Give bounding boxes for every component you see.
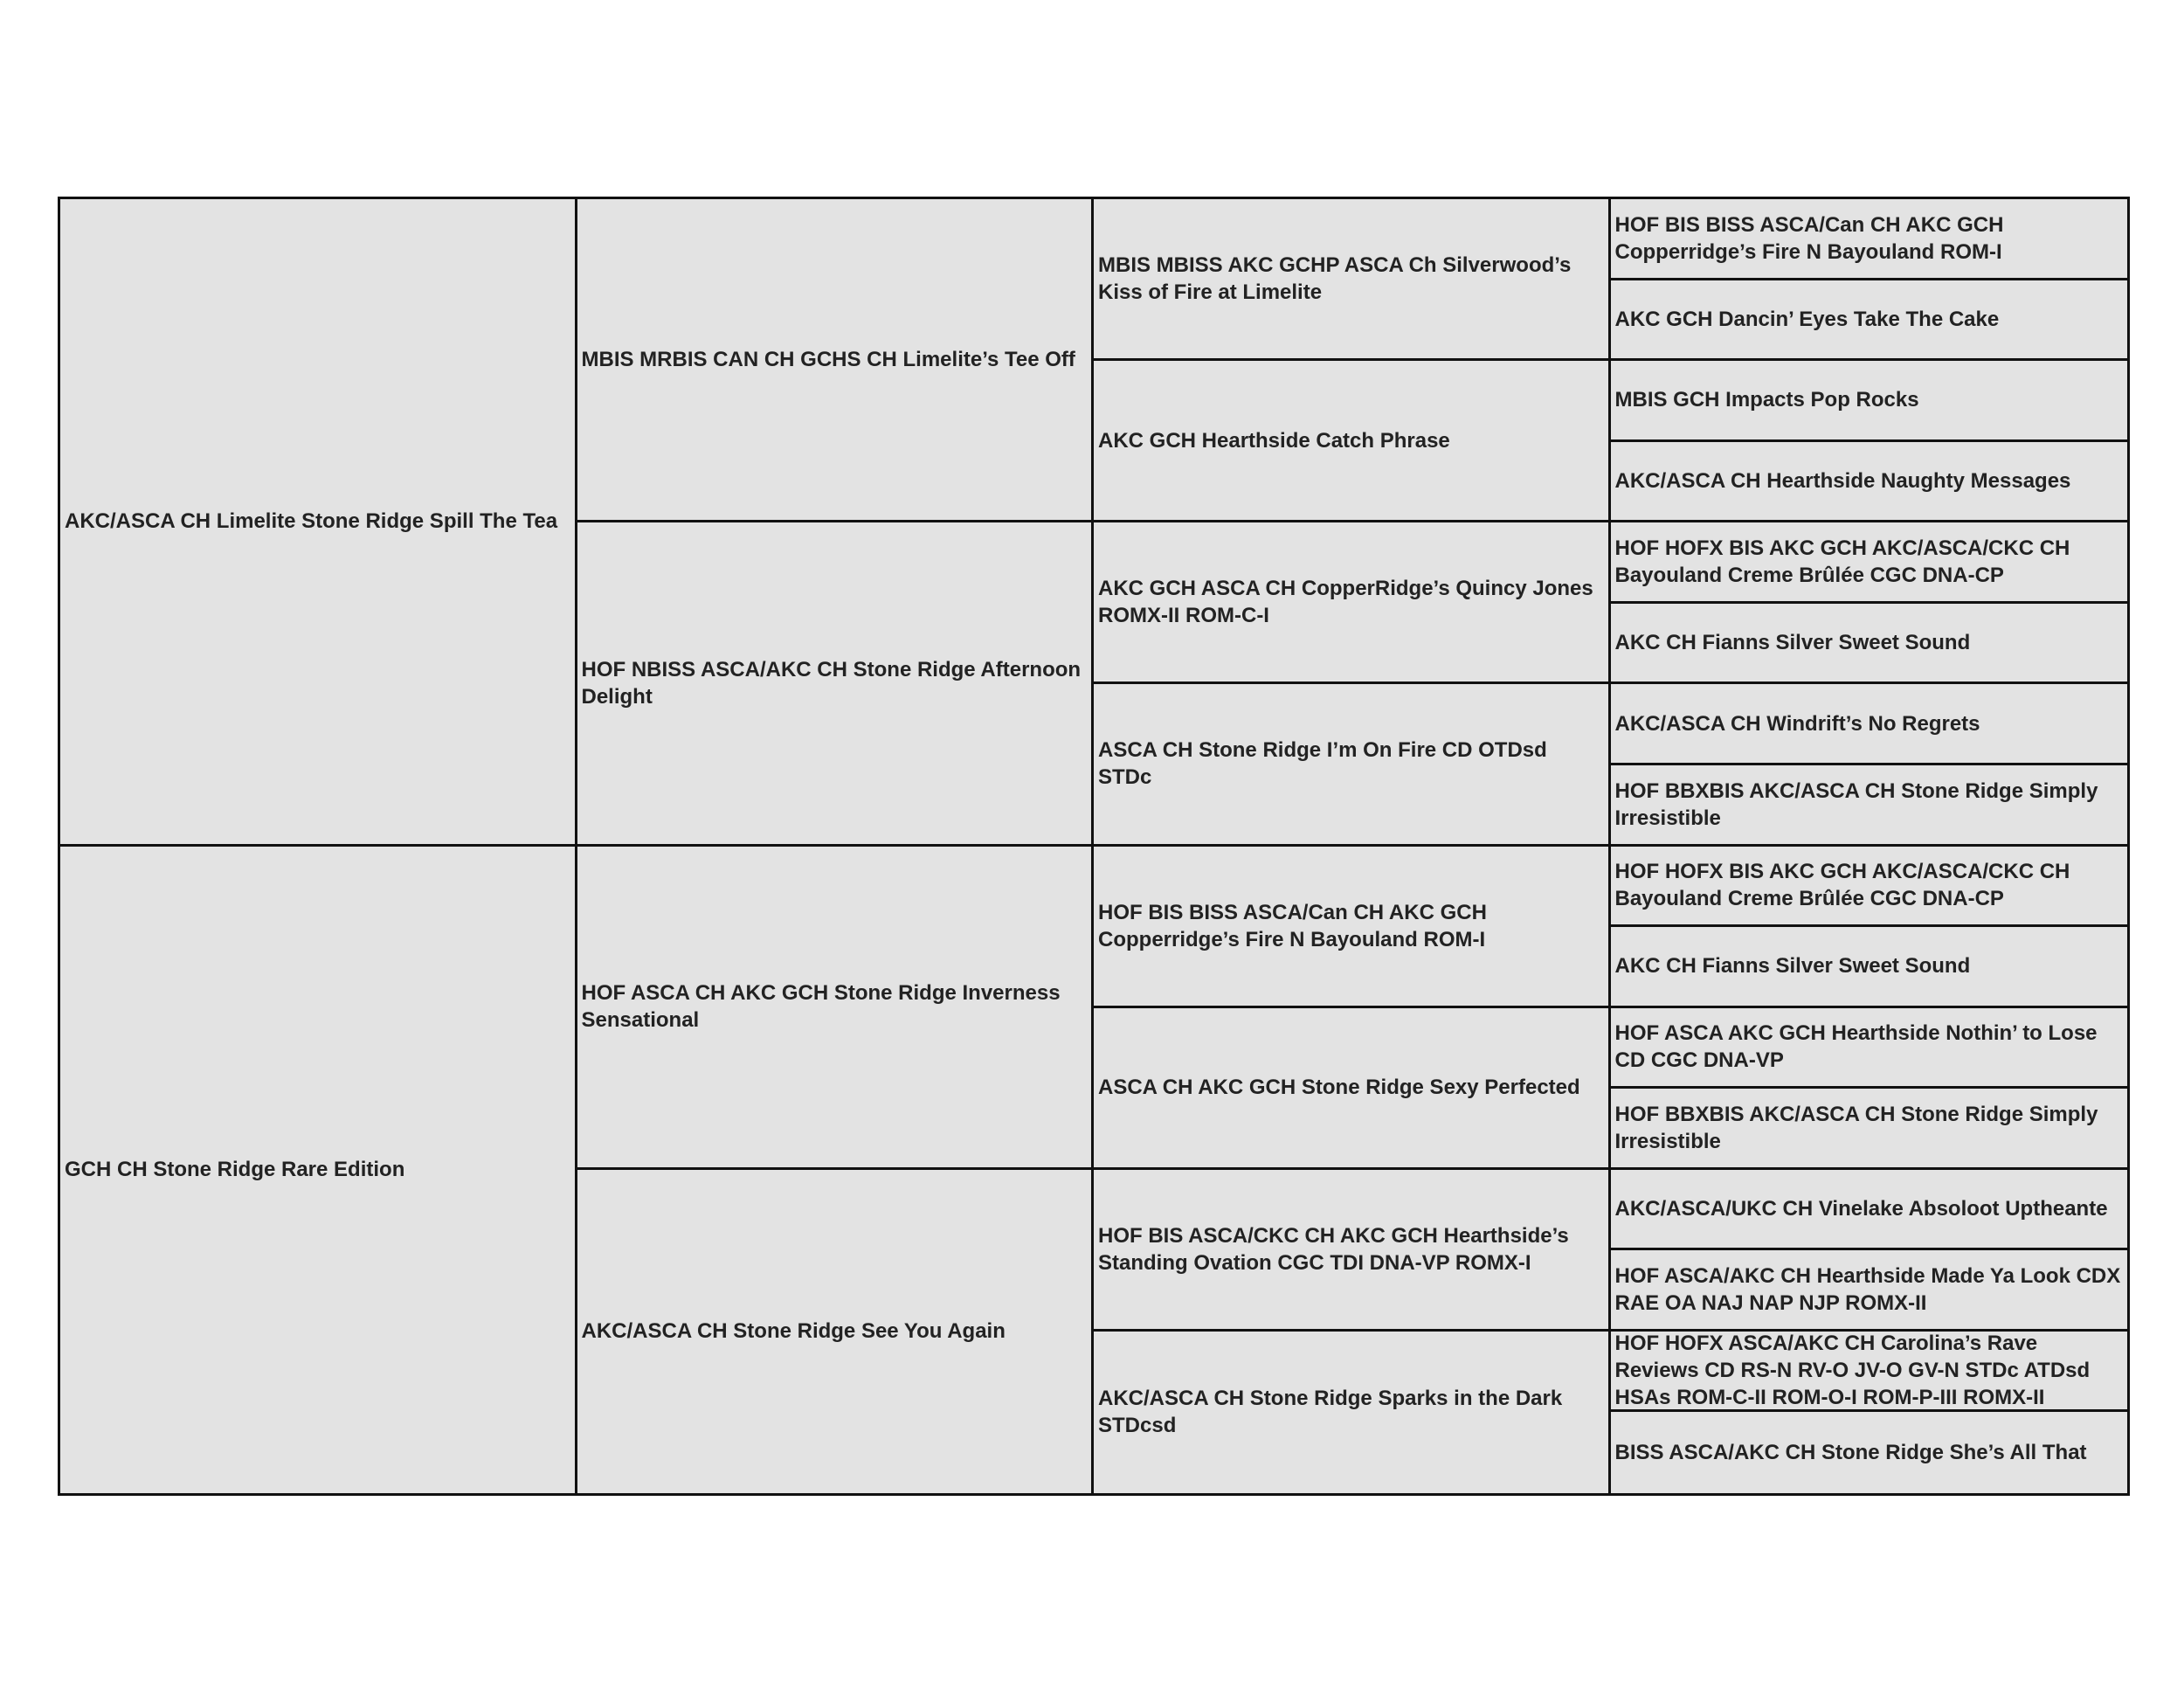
great-grandparent-cell (1094, 522, 1611, 684)
great-great-grandparent-name: HOF BIS BISS ASCA/Can CH AKC GCH Copperridge’s Fire N Bayouland ROM-I (1614, 212, 2004, 264)
great-grandparent-cell (1094, 1008, 1611, 1170)
parent-name: GCH CH Stone Ridge Rare Edition (65, 1158, 405, 1182)
great-great-grandparent-name: BISS ASCA/AKC CH Stone Ridge She’s All That (1614, 1441, 2087, 1465)
great-great-grandparent-cell (1611, 442, 2128, 523)
great-great-grandparent-cell (1611, 765, 2128, 847)
great-grandparent-name: HOF BIS BISS ASCA/Can CH AKC GCH Copperridge’s Fire N Bayouland ROM-I (1098, 900, 1487, 951)
great-grandparent-name: AKC GCH Hearthside Catch Phrase (1098, 428, 1450, 453)
great-grandparent-name: ASCA CH Stone Ridge I’m On Fire CD OTDsd STDc (1098, 738, 1547, 790)
great-grandparent-name: AKC GCH ASCA CH CopperRidge’s Quincy Jones ROMX-II ROM-C-I (1098, 577, 1593, 628)
grandparent-name: MBIS MRBIS CAN CH GCHS CH Limelite’s Tee Off (581, 348, 1075, 372)
great-grandparent-cell (1094, 684, 1611, 846)
great-great-grandparent-cell (1611, 927, 2128, 1008)
parent-cell (60, 199, 577, 847)
great-grandparent-name: MBIS MBISS AKC GCHP ASCA Ch Silverwood’s Kiss of Fire at Limelite (1098, 253, 1572, 305)
great-great-grandparent-name: HOF BBXBIS AKC/ASCA CH Stone Ridge Simply Irresistible (1614, 1102, 2098, 1153)
great-great-grandparent-cell (1611, 1332, 2128, 1413)
great-great-grandparent-cell (1611, 684, 2128, 765)
great-great-grandparent-name: HOF ASCA AKC GCH Hearthside Nothin’ to Lose CD CGC DNA-VP (1614, 1021, 2098, 1073)
parent-name: AKC/ASCA CH Limelite Stone Ridge Spill The Tea (65, 509, 558, 534)
great-great-grandparent-name: AKC GCH Dancin’ Eyes Take The Cake (1614, 307, 2000, 331)
great-great-grandparent-name: AKC/ASCA/UKC CH Vinelake Absoloot Uptheante (1614, 1197, 2108, 1221)
great-great-grandparent-cell (1611, 1008, 2128, 1090)
great-grandparent-cell (1094, 361, 1611, 522)
pedigree-chart (58, 197, 2130, 1496)
grandparent-name: HOF NBISS ASCA/AKC CH Stone Ridge Afternoon Delight (581, 657, 1082, 709)
great-great-grandparent-cell (1611, 604, 2128, 685)
grandparent-cell (577, 847, 1095, 1170)
great-great-grandparent-cell (1611, 1412, 2128, 1493)
great-grandparent-name: AKC/ASCA CH Stone Ridge Sparks in the Dark STDcsd (1098, 1387, 1563, 1438)
great-great-grandparent-name: HOF HOFX BIS AKC GCH AKC/ASCA/CKC CH Bayouland Creme Brûlée CGC DNA-CP (1614, 860, 2070, 911)
great-great-grandparent-name: HOF HOFX BIS AKC GCH AKC/ASCA/CKC CH Bayouland Creme Brûlée CGC DNA-CP (1614, 536, 2070, 588)
grandparent-cell (577, 522, 1095, 846)
great-great-grandparent-cell (1611, 280, 2128, 362)
great-great-grandparent-cell (1611, 361, 2128, 442)
great-grandparent-name: HOF BIS ASCA/CKC CH AKC GCH Hearthside’s Standing Ovation CGC TDI DNA-VP ROMX-I (1098, 1223, 1569, 1275)
grandparent-cell (577, 1170, 1095, 1493)
grandparent-name: AKC/ASCA CH Stone Ridge See You Again (581, 1319, 1006, 1344)
great-great-grandparent-name: HOF BBXBIS AKC/ASCA CH Stone Ridge Simply Irresistible (1614, 778, 2098, 830)
great-grandparent-name: ASCA CH AKC GCH Stone Ridge Sexy Perfected (1098, 1076, 1580, 1100)
great-great-grandparent-name: HOF ASCA/AKC CH Hearthside Made Ya Look CDX RAE OA NAJ NAP NJP ROMX-II (1614, 1264, 2121, 1316)
great-great-grandparent-cell (1611, 847, 2128, 928)
great-great-grandparent-cell (1611, 1250, 2128, 1332)
grandparent-cell (577, 199, 1095, 522)
great-great-grandparent-name: AKC CH Fianns Silver Sweet Sound (1614, 954, 1971, 979)
grandparent-name: HOF ASCA CH AKC GCH Stone Ridge Inverness Sensational (581, 981, 1061, 1033)
great-grandparent-cell (1094, 1170, 1611, 1332)
great-great-grandparent-name: AKC/ASCA CH Windrift’s No Regrets (1614, 711, 1980, 736)
parent-cell (60, 847, 577, 1494)
great-great-grandparent-cell (1611, 1089, 2128, 1170)
great-grandparent-cell (1094, 847, 1611, 1008)
great-grandparent-cell (1094, 199, 1611, 361)
great-great-grandparent-name: AKC CH Fianns Silver Sweet Sound (1614, 631, 1971, 655)
great-great-grandparent-cell (1611, 1170, 2128, 1251)
great-great-grandparent-cell (1611, 522, 2128, 604)
great-great-grandparent-name: HOF HOFX ASCA/AKC CH Carolina’s Rave Reviews CD RS-N RV-O JV-O GV-N STDc ATDsd HSAs ROM-C-II ROM-O-I ROM-P-III ROMX-II (1614, 1332, 2091, 1410)
great-great-grandparent-name: MBIS GCH Impacts Pop Rocks (1614, 388, 1919, 412)
great-grandparent-cell (1094, 1332, 1611, 1493)
great-great-grandparent-cell (1611, 199, 2128, 280)
great-great-grandparent-name: AKC/ASCA CH Hearthside Naughty Messages (1614, 468, 2071, 493)
